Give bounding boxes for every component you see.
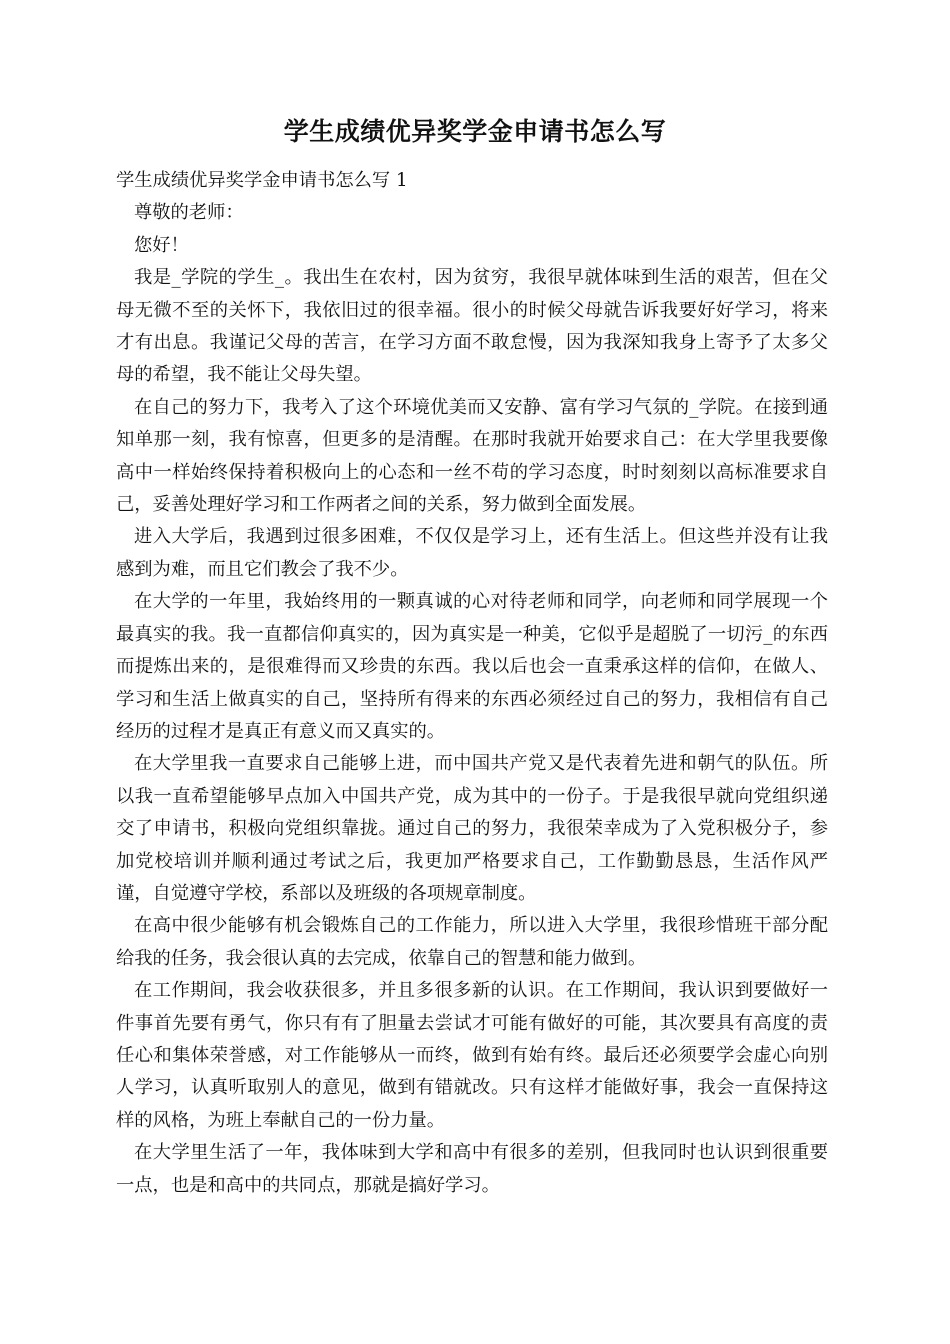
paragraph: 在大学里我一直要求自己能够上进，而中国共产党又是代表着先进和朝气的队伍。所以我一直希望能够早点加入中国共产党，成为其中的一份子。于是我很早就向党组织递交了申请书，积极向党组织靠拢。通过自己的努力，我很荣幸成为了入党积极分子，参加党校培训并顺利通过考试之后，我更加严格要求自己，工作勤勤恳恳，生活作风严谨，自觉遵守学校，系部以及班级的各项规章制度。 (116, 753, 828, 904)
paragraph: 在大学里生活了一年，我体味到大学和高中有很多的差别，但我同时也认识到很重要一点，也是和高中的共同点，那就是搞好学习。 (116, 1142, 828, 1196)
paragraph: 在大学的一年里，我始终用的一颗真诚的心对待老师和同学，向老师和同学展现一个最真实的我。我一直都信仰真实的，因为真实是一种美，它似乎是超脱了一切污_的东西而提炼出来的，是很难得而又珍贵的东西。我以后也会一直秉承这样的信仰，在做人、学习和生活上做真实的自己，坚持所有得来的东西必须经过自己的努力，我相信有自己经历的过程才是真正有意义而又真实的。 (116, 591, 828, 742)
document-body (116, 165, 828, 1202)
paragraph: 在自己的努力下，我考入了这个环境优美而又安静、富有学习气氛的_学院。在接到通知单那一刻，我有惊喜，但更多的是清醒。在那时我就开始要求自己：在大学里我要像高中一样始终保持着积极向上的心态和一丝不苟的学习态度，时时刻刻以高标准要求自己，妥善处理好学习和工作两者之间的关系，努力做到全面发展。 (116, 396, 828, 516)
subtitle-text: 学生成绩优异奖学金申请书怎么写 1 (116, 170, 408, 191)
paragraph: 进入大学后，我遇到过很多困难，不仅仅是学习上，还有生活上。但这些并没有让我感到为难，而且它们教会了我不少。 (116, 526, 828, 580)
document-title: 学生成绩优异奖学金申请书怎么写 (283, 117, 667, 146)
paragraph: 在高中很少能够有机会锻炼自己的工作能力，所以进入大学里，我很珍惜班干部分配给我的任务，我会很认真的去完成，依靠自己的智慧和能力做到。 (116, 915, 828, 969)
salutation: 尊敬的老师： (134, 202, 244, 224)
paragraph: 在工作期间，我会收获很多，并且多很多新的认识。在工作期间，我认识到要做好一件事首先要有勇气，你只有有了胆量去尝试才可能有做好的可能，其次要具有高度的责任心和集体荣誉感，对工作能够从一而终，做到有始有终。最后还必须要学会虚心向别人学习，认真听取别人的意见，做到有错就改。只有这样才能做好事，我会一直保持这样的风格，为班上奉献自己的一份力量。 (116, 980, 828, 1131)
document-subtitle (116, 165, 828, 197)
paragraph: 我是_学院的学生_。我出生在农村，因为贫穷，我很早就体味到生活的艰苦，但在父母无微不至的关怀下，我依旧过的很幸福。很小的时候父母就告诉我要好好学习，将来才有出息。我谨记父母的苦言，在学习方面不敢怠慢，因为我深知我身上寄予了太多父母的希望，我不能让父母失望。 (116, 267, 828, 386)
greeting: 您好！ (134, 234, 189, 256)
